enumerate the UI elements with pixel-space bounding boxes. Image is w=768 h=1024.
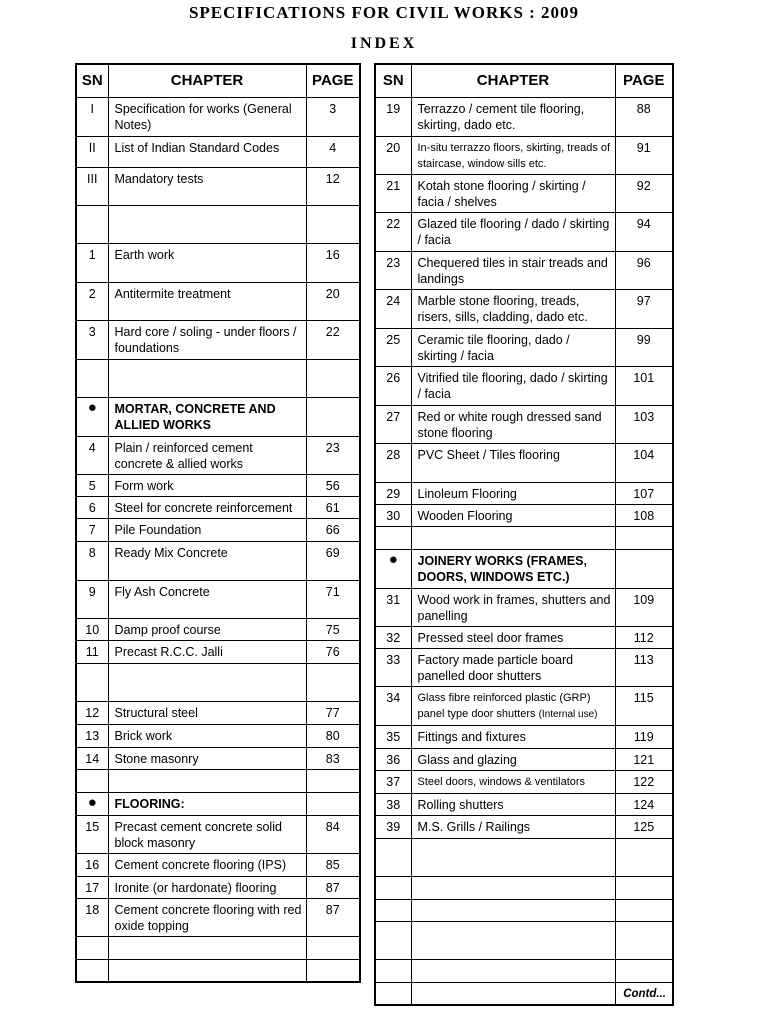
chapter-cell — [108, 936, 306, 959]
page-cell — [306, 397, 360, 436]
section-heading — [108, 397, 306, 436]
page-cell — [615, 549, 673, 588]
sn-cell: 30 — [375, 504, 411, 526]
sn-cell: 25 — [375, 328, 411, 366]
table-row — [375, 876, 673, 899]
chapter-text: JOINERY WORKS (FRAMES, DOORS, WINDOWS ETC.) — [417, 553, 587, 584]
table-row — [76, 618, 360, 640]
chapter-text: Wood work in frames, shutters and panelling — [417, 592, 611, 623]
chapter-cell — [108, 359, 306, 397]
page-cell: 75 — [306, 618, 360, 640]
index-heading: INDEX — [350, 35, 418, 52]
table-row — [76, 853, 360, 876]
chapter-text: Pressed steel door frames — [417, 630, 564, 645]
page-cell — [306, 205, 360, 243]
chapter-text: Wooden Flooring — [417, 508, 513, 523]
table-row — [76, 359, 360, 397]
chapter-text: Marble stone flooring, treads, risers, sills, cladding, dado etc. — [417, 293, 588, 324]
page-cell: 88 — [615, 97, 673, 136]
page-cell: 104 — [615, 443, 673, 482]
table-row — [76, 580, 360, 618]
page-cell: 80 — [306, 724, 360, 747]
table-row — [375, 174, 673, 212]
chapter-cell — [108, 541, 306, 580]
chapter-text: FLOORING: — [114, 796, 185, 811]
sn-cell: 27 — [375, 405, 411, 443]
table-row — [76, 243, 360, 282]
sn-cell: 35 — [375, 725, 411, 748]
chapter-header: CHAPTER — [411, 64, 615, 97]
sn-cell: 28 — [375, 443, 411, 482]
page-cell: 20 — [306, 282, 360, 320]
sn-cell — [375, 526, 411, 549]
sn-cell: 10 — [76, 618, 108, 640]
page-cell: 77 — [306, 701, 360, 724]
sn-cell — [375, 982, 411, 1005]
page-cell: 23 — [306, 436, 360, 474]
page-cell — [306, 769, 360, 792]
chapter-cell — [108, 898, 306, 936]
page-cell: 85 — [306, 853, 360, 876]
chapter-cell — [411, 212, 615, 251]
table-row — [375, 770, 673, 793]
table-row — [76, 282, 360, 320]
sn-cell: I — [76, 97, 108, 136]
chapter-text: Specification for works (General Notes) — [114, 101, 292, 132]
chapter-text: Earth work — [114, 247, 175, 262]
sn-cell: 7 — [76, 518, 108, 541]
sn-cell: 39 — [375, 815, 411, 838]
chapter-cell — [411, 443, 615, 482]
chapter-text: Vitrified tile flooring, dado / skirting / facia — [417, 370, 608, 401]
chapter-text: Form work — [114, 478, 174, 493]
sn-cell: 20 — [375, 136, 411, 174]
sn-cell: 6 — [76, 496, 108, 518]
sn-cell: 4 — [76, 436, 108, 474]
chapter-text: Kotah stone flooring / skirting / facia / shelves — [417, 178, 586, 209]
table-row — [375, 815, 673, 838]
table-row — [76, 97, 360, 136]
chapter-cell — [411, 504, 615, 526]
sn-cell: 31 — [375, 588, 411, 626]
table-row — [76, 474, 360, 496]
chapter-text: Structural steel — [114, 705, 198, 720]
table-row — [375, 366, 673, 405]
page-cell: 69 — [306, 541, 360, 580]
page-cell — [306, 359, 360, 397]
table-row — [375, 212, 673, 251]
chapter-cell — [411, 588, 615, 626]
page-cell: 66 — [306, 518, 360, 541]
sn-cell: 14 — [76, 747, 108, 769]
chapter-cell — [108, 474, 306, 496]
table-row — [375, 526, 673, 549]
sn-cell: 38 — [375, 793, 411, 815]
page-cell — [306, 936, 360, 959]
chapter-cell — [108, 243, 306, 282]
sn-cell: 11 — [76, 640, 108, 663]
table-row — [375, 289, 673, 328]
page-cell: 56 — [306, 474, 360, 496]
sn-cell — [375, 876, 411, 899]
chapter-cell — [411, 648, 615, 686]
page-cell: 122 — [615, 770, 673, 793]
page-cell: 107 — [615, 482, 673, 504]
page-cell — [306, 663, 360, 701]
page-cell — [615, 959, 673, 982]
page-cell: 101 — [615, 366, 673, 405]
page-cell: 92 — [615, 174, 673, 212]
chapter-cell — [108, 436, 306, 474]
table-row — [375, 136, 673, 174]
table-row — [375, 251, 673, 289]
chapter-text: Antitermite treatment — [114, 286, 231, 301]
table-row — [375, 504, 673, 526]
table-row — [375, 838, 673, 876]
chapter-text: Linoleum Flooring — [417, 486, 517, 501]
page-cell: 91 — [615, 136, 673, 174]
page-cell: 99 — [615, 328, 673, 366]
chapter-cell — [411, 982, 615, 1005]
chapter-text: Ready Mix Concrete — [114, 545, 228, 560]
sn-cell: 1 — [76, 243, 108, 282]
chapter-text: Chequered tiles in stair treads and landings — [417, 255, 608, 286]
chapter-text: Fittings and fixtures — [417, 729, 526, 744]
page-cell — [615, 899, 673, 921]
sn-cell: 16 — [76, 853, 108, 876]
sn-cell: 9 — [76, 580, 108, 618]
table-row — [375, 443, 673, 482]
table-row — [375, 899, 673, 921]
page-cell: 109 — [615, 588, 673, 626]
sn-cell — [76, 769, 108, 792]
table-header-row — [375, 64, 673, 97]
chapter-cell — [108, 167, 306, 205]
table-row — [375, 959, 673, 982]
chapter-text: Precast R.C.C. Jalli — [114, 644, 223, 659]
table-row — [76, 436, 360, 474]
chapter-cell — [108, 724, 306, 747]
sn-cell — [76, 205, 108, 243]
table-row — [76, 769, 360, 792]
chapter-text: Steel doors, windows & ventilators — [417, 775, 586, 788]
chapter-cell — [108, 663, 306, 701]
table-row — [76, 815, 360, 853]
chapter-text: Rolling shutters — [417, 797, 504, 812]
table-header-row — [76, 64, 360, 97]
table-row — [76, 936, 360, 959]
sn-cell: II — [76, 136, 108, 167]
chapter-cell — [411, 793, 615, 815]
table-row — [375, 793, 673, 815]
chapter-cell — [411, 526, 615, 549]
sn-cell: 15 — [76, 815, 108, 853]
page-cell: 125 — [615, 815, 673, 838]
sn-cell: 23 — [375, 251, 411, 289]
table-row — [76, 541, 360, 580]
chapter-text: Plain / reinforced cement concrete & allied works — [114, 440, 253, 471]
document-title: SPECIFICATIONS FOR CIVIL WORKS : 2009 — [188, 3, 580, 22]
page-cell — [615, 921, 673, 959]
table-row — [375, 626, 673, 648]
page-cell: 97 — [615, 289, 673, 328]
table-row — [375, 405, 673, 443]
chapter-cell — [411, 838, 615, 876]
sn-cell: 2 — [76, 282, 108, 320]
chapter-cell — [108, 496, 306, 518]
page-header: PAGE — [615, 64, 673, 97]
chapter-text: Factory made particle board panelled door shutters — [417, 652, 574, 683]
table-row — [76, 959, 360, 982]
chapter-cell — [411, 748, 615, 770]
page-cell: 119 — [615, 725, 673, 748]
chapter-text: Mandatory tests — [114, 171, 204, 186]
sn-cell — [76, 936, 108, 959]
sn-cell: 36 — [375, 748, 411, 770]
index-table-right — [374, 63, 674, 1006]
page-cell: 87 — [306, 898, 360, 936]
chapter-text: Ironite (or hardonate) flooring — [114, 880, 277, 895]
chapter-text: Hard core / soling - under floors / foundations — [114, 324, 297, 355]
chapter-cell — [411, 136, 615, 174]
sn-cell: 33 — [375, 648, 411, 686]
page-cell: 121 — [615, 748, 673, 770]
chapter-cell — [108, 205, 306, 243]
table-row — [375, 328, 673, 366]
chapter-text: PVC Sheet / Tiles flooring — [417, 447, 560, 462]
chapter-cell — [108, 282, 306, 320]
chapter-cell — [411, 626, 615, 648]
page-cell: 71 — [306, 580, 360, 618]
table-row — [375, 748, 673, 770]
chapter-cell — [411, 959, 615, 982]
sn-cell: 22 — [375, 212, 411, 251]
sn-cell: 12 — [76, 701, 108, 724]
chapter-cell — [411, 174, 615, 212]
page-cell: 112 — [615, 626, 673, 648]
chapter-cell — [411, 686, 615, 725]
page-cell — [306, 959, 360, 982]
sn-cell: 13 — [76, 724, 108, 747]
chapter-text: In-situ terrazzo floors, skirting, treads of staircase, window sills etc. — [417, 141, 611, 170]
page-cell: 22 — [306, 320, 360, 359]
page-cell: 113 — [615, 648, 673, 686]
chapter-cell — [411, 899, 615, 921]
chapter-text: Glazed tile flooring / dado / skirting / facia — [417, 216, 610, 247]
page-cell: 115 — [615, 686, 673, 725]
page-cell: 76 — [306, 640, 360, 663]
table-row — [375, 549, 673, 588]
sn-cell — [76, 959, 108, 982]
chapter-header: CHAPTER — [108, 64, 306, 97]
sn-cell: 8 — [76, 541, 108, 580]
chapter-text: Steel for concrete reinforcement — [114, 500, 293, 515]
table-row — [76, 205, 360, 243]
sn-cell: 3 — [76, 320, 108, 359]
sn-cell: 34 — [375, 686, 411, 725]
table-row — [76, 747, 360, 769]
sn-cell — [76, 359, 108, 397]
chapter-text: Fly Ash Concrete — [114, 584, 210, 599]
page-cell — [615, 526, 673, 549]
sn-cell — [375, 899, 411, 921]
bullet-icon: ● — [375, 549, 411, 588]
page-cell: 61 — [306, 496, 360, 518]
table-row — [76, 898, 360, 936]
chapter-text: Glass fibre reinforced plastic (GRP) panel type door shutters — [417, 691, 591, 720]
chapter-cell — [108, 876, 306, 898]
page-cell — [306, 792, 360, 815]
chapter-text: Brick work — [114, 728, 173, 743]
chapter-cell — [411, 97, 615, 136]
chapter-cell — [411, 921, 615, 959]
chapter-cell — [108, 640, 306, 663]
chapter-cell — [108, 320, 306, 359]
chapter-cell — [411, 725, 615, 748]
table-row — [76, 724, 360, 747]
table-row — [375, 97, 673, 136]
table-row — [375, 982, 673, 1005]
page-cell: 103 — [615, 405, 673, 443]
table-row — [76, 397, 360, 436]
sn-cell: 37 — [375, 770, 411, 793]
sn-cell: 29 — [375, 482, 411, 504]
page-cell — [615, 838, 673, 876]
chapter-cell — [108, 959, 306, 982]
sn-cell — [375, 959, 411, 982]
table-row — [76, 701, 360, 724]
table-row — [375, 686, 673, 725]
chapter-text: Red or white rough dressed sand stone flooring — [417, 409, 602, 440]
sn-cell — [76, 663, 108, 701]
chapter-cell — [108, 580, 306, 618]
sn-cell — [375, 921, 411, 959]
table-row — [76, 167, 360, 205]
chapter-text: Damp proof course — [114, 622, 221, 637]
sn-cell: 18 — [76, 898, 108, 936]
chapter-cell — [411, 289, 615, 328]
table-row — [375, 482, 673, 504]
page-cell: 12 — [306, 167, 360, 205]
table-row — [76, 640, 360, 663]
table-row — [76, 320, 360, 359]
section-heading — [108, 792, 306, 815]
table-row — [375, 648, 673, 686]
sn-cell: III — [76, 167, 108, 205]
chapter-cell — [108, 815, 306, 853]
page-cell: 124 — [615, 793, 673, 815]
table-row — [375, 725, 673, 748]
chapter-cell — [108, 136, 306, 167]
sn-cell: 17 — [76, 876, 108, 898]
table-row — [76, 876, 360, 898]
page-cell: 16 — [306, 243, 360, 282]
chapter-cell — [108, 769, 306, 792]
section-heading — [411, 549, 615, 588]
page-cell: 87 — [306, 876, 360, 898]
bullet-icon: ● — [76, 397, 108, 436]
chapter-text: List of Indian Standard Codes — [114, 140, 280, 155]
bullet-icon: ● — [76, 792, 108, 815]
chapter-cell — [108, 747, 306, 769]
chapter-text: M.S. Grills / Railings — [417, 819, 531, 834]
page-cell: 96 — [615, 251, 673, 289]
page-cell: 4 — [306, 136, 360, 167]
chapter-cell — [411, 815, 615, 838]
chapter-cell — [411, 482, 615, 504]
sn-cell: 32 — [375, 626, 411, 648]
continued-note: Contd... — [615, 982, 673, 1005]
table-row — [76, 792, 360, 815]
chapter-cell — [411, 876, 615, 899]
chapter-cell — [411, 770, 615, 793]
chapter-cell — [108, 701, 306, 724]
page-cell: 108 — [615, 504, 673, 526]
sn-cell — [375, 838, 411, 876]
table-row — [76, 136, 360, 167]
table-row — [76, 496, 360, 518]
index-table-left — [75, 63, 361, 983]
table-row — [76, 663, 360, 701]
sn-cell: 5 — [76, 474, 108, 496]
chapter-cell — [108, 853, 306, 876]
chapter-text: Cement concrete flooring (IPS) — [114, 857, 287, 872]
chapter-text: Glass and glazing — [417, 752, 517, 767]
sn-cell: 24 — [375, 289, 411, 328]
sn-cell: 21 — [375, 174, 411, 212]
sn-header: SN — [76, 64, 108, 97]
chapter-note: (Internal use) — [538, 708, 598, 720]
sn-cell: 19 — [375, 97, 411, 136]
chapter-text: Stone masonry — [114, 751, 199, 766]
chapter-cell — [108, 97, 306, 136]
chapter-text: Precast cement concrete solid block masonry — [114, 819, 282, 850]
chapter-cell — [411, 251, 615, 289]
table-row — [76, 518, 360, 541]
chapter-cell — [411, 328, 615, 366]
chapter-cell — [108, 618, 306, 640]
chapter-text: Cement concrete flooring with red oxide topping — [114, 902, 302, 933]
chapter-text: MORTAR, CONCRETE AND ALLIED WORKS — [114, 401, 276, 432]
page-cell: 84 — [306, 815, 360, 853]
page-cell: 94 — [615, 212, 673, 251]
table-row — [375, 921, 673, 959]
chapter-text: Ceramic tile flooring, dado / skirting / facia — [417, 332, 570, 363]
chapter-cell — [411, 405, 615, 443]
chapter-text: Pile Foundation — [114, 522, 202, 537]
page-header: PAGE — [306, 64, 360, 97]
page-cell — [615, 876, 673, 899]
chapter-cell — [411, 366, 615, 405]
sn-cell: 26 — [375, 366, 411, 405]
page-cell: 83 — [306, 747, 360, 769]
table-row — [375, 588, 673, 626]
page-cell: 3 — [306, 97, 360, 136]
sn-header: SN — [375, 64, 411, 97]
chapter-cell — [108, 518, 306, 541]
chapter-text: Terrazzo / cement tile flooring, skirting, dado etc. — [417, 101, 585, 132]
